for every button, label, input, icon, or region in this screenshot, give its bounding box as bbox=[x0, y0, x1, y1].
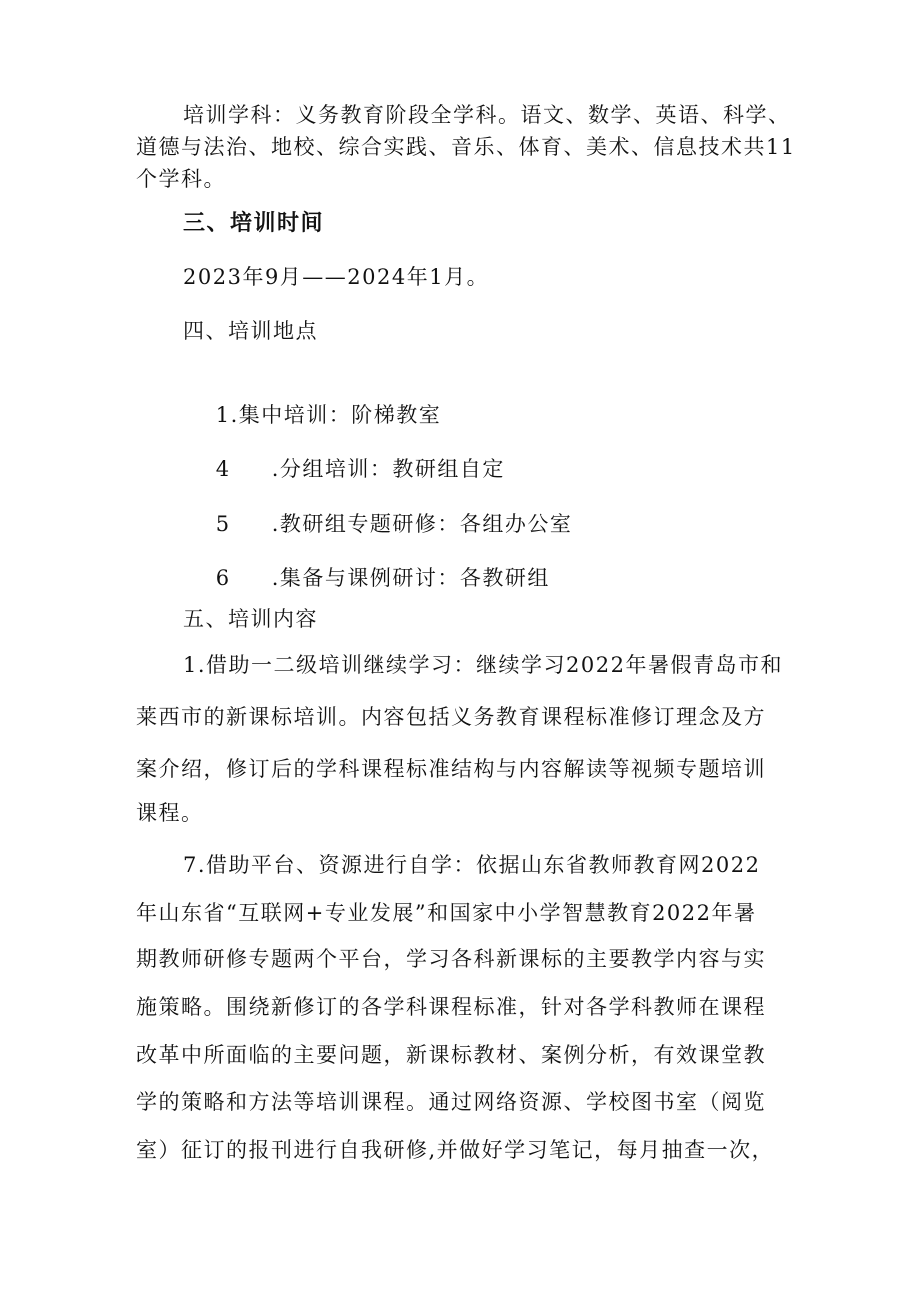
section-5-heading: 五、培训内容 bbox=[183, 607, 318, 631]
content-para-2-line-1: 7.借助平台、资源进行自学：依据山东省教师教育网2022 bbox=[183, 853, 761, 877]
content-para-2-line-6: 学的策略和方法等培训课程。通过网络资源、学校图书室（阅览 bbox=[136, 1090, 766, 1114]
subjects-line-2: 道德与法治、地校、综合实践、音乐、体育、美术、信息技术共11 bbox=[136, 135, 796, 159]
content-para-1-line-1: 1.借助一二级培训继续学习：继续学习2022年暑假青岛市和 bbox=[183, 653, 783, 677]
section-3-heading: 三、培训时间 bbox=[183, 210, 325, 236]
content-para-2-line-7: 室）征订的报刊进行自我研修,并做好学习笔记，每月抽查一次， bbox=[136, 1138, 775, 1162]
content-para-2-line-5: 改革中所面临的主要问题，新课标教材、案例分析，有效课堂教 bbox=[136, 1043, 766, 1067]
subjects-line-1: 培训学科：义务教育阶段全学科。语文、数学、英语、科学、 bbox=[183, 103, 791, 127]
content-para-2-line-3: 期教师研修专题两个平台，学习各科新课标的主要教学内容与实 bbox=[136, 947, 766, 971]
location-item-text: .分组培训：教研组自定 bbox=[271, 457, 505, 481]
location-item-text: 集中培训：阶梯教室 bbox=[238, 403, 442, 427]
location-item-number: 4 bbox=[215, 457, 231, 481]
section-4-heading: 四、培训地点 bbox=[183, 319, 318, 343]
location-item-text: .教研组专题研修：各组办公室 bbox=[271, 512, 573, 536]
location-item-number: 5 bbox=[215, 512, 231, 536]
content-para-2-line-4: 施策略。围绕新修订的各学科课程标准，针对各学科教师在课程 bbox=[136, 995, 766, 1019]
location-item-text: .集备与课例研讨：各教研组 bbox=[271, 566, 550, 590]
content-para-1-line-2: 莱西市的新课标培训。内容包括义务教育课程标准修订理念及方 bbox=[136, 705, 766, 729]
subjects-line-3: 个学科。 bbox=[136, 167, 226, 191]
location-item-number: 6 bbox=[215, 566, 231, 590]
content-para-2-line-2: 年山东省“互联网+专业发展”和国家中小学智慧教育2022年暑 bbox=[136, 901, 757, 925]
section-3-content: 2023年9月——2024年1月。 bbox=[183, 265, 490, 289]
location-item-number: 1. bbox=[215, 403, 239, 427]
content-para-1-line-4: 课程。 bbox=[136, 801, 204, 825]
content-para-1-line-3: 案介绍，修订后的学科课程标准结构与内容解读等视频专题培训 bbox=[136, 757, 766, 781]
